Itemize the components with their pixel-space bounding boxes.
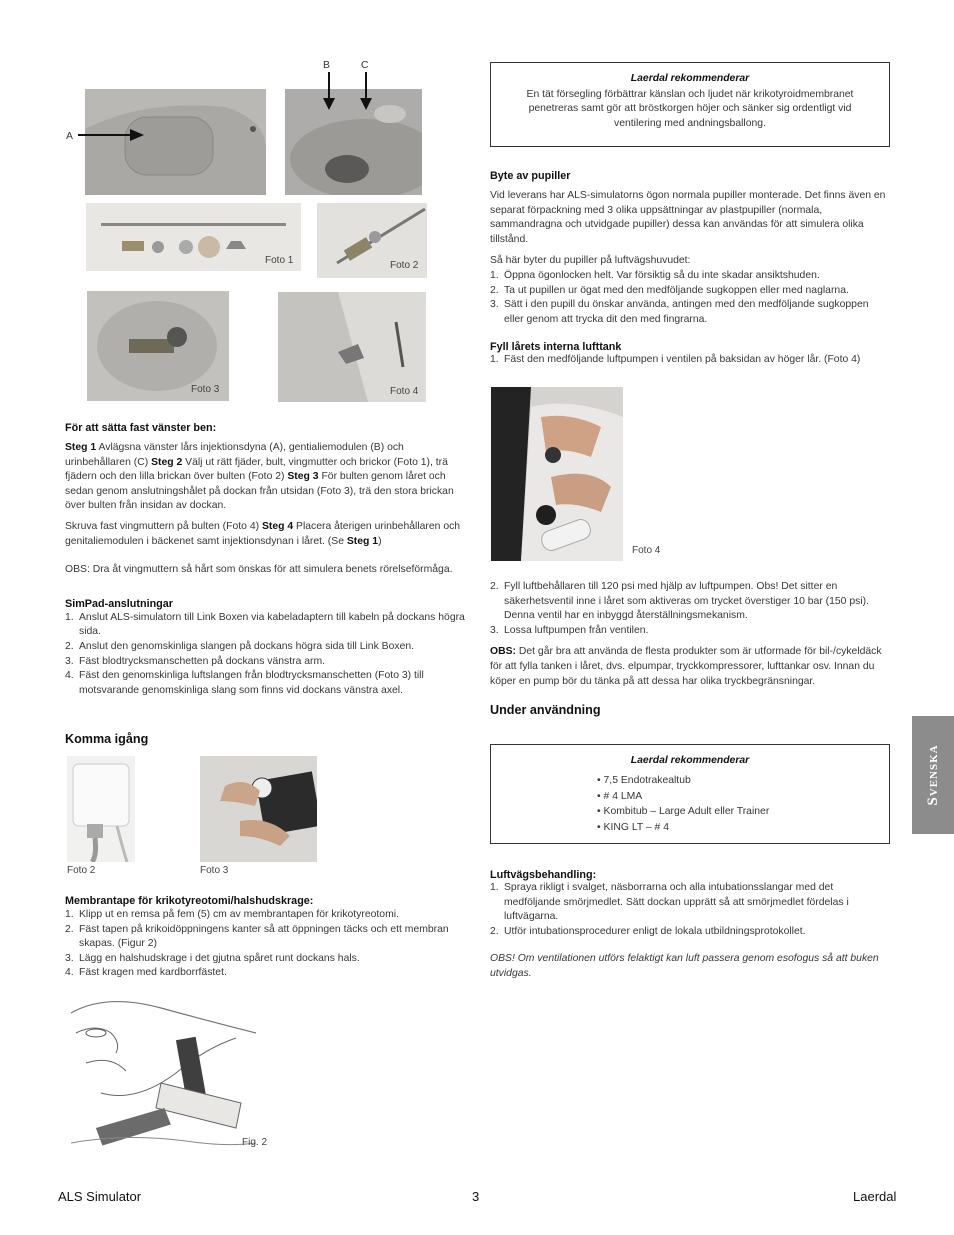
tank-continued — [490, 580, 890, 717]
steg-paragraph — [65, 441, 465, 514]
photo-thigh-pad — [85, 89, 266, 195]
steg1-label: Steg 1 — [65, 442, 97, 453]
steg4-text: Placera återigen urinbehållaren och genitaliemodulen i bäckenet samt injektionsdynan i låret. (Se — [65, 520, 461, 547]
photo-foto1-parts — [86, 203, 301, 271]
obs-text: Det går bra att använda de flesta produkter som är utformade för bil-/cykeldäck för att fylla tanken i låret, dvs. elpumpar, tryckkompressorer, lufttankar osv. Innan du köper en pump bör du tänka på att dessa har olika tryckbegränsningar. — [490, 646, 882, 687]
recommendation-box-2 — [490, 744, 890, 844]
membran-list — [65, 908, 465, 981]
skruva-paragraph — [65, 520, 465, 549]
left-column — [65, 422, 465, 698]
photo-genital-module — [285, 89, 422, 195]
rec2-item: • 7,5 Endotrakealtub — [597, 775, 691, 786]
caption-fig2: Fig. 2 — [242, 1137, 268, 1148]
ben-heading: För att sätta fast vänster ben: — [65, 422, 217, 434]
luft-list — [490, 881, 890, 939]
rec2-list — [597, 773, 769, 835]
luft-heading: Luftvägsbehandling: — [490, 869, 597, 881]
rec2-item: • KING LT – # 4 — [597, 821, 669, 833]
list-item: 2. Fäst tapen på krikoidöppningens kanter så att öppningen täcks och ett membran skapas. (Figur 2) — [65, 923, 449, 950]
list-item: 1. Spraya rikligt i svalget, näsborrarna och alla intubationsslangar med det medföljande smörjmedlet. Sätt dockan upprätt så att smörjmedlet fördelas i luftvägarna. — [490, 882, 849, 923]
membran-heading: Membrantape för krikotyreotomi/halshudskrage: — [65, 895, 314, 907]
rec2-title: Laerdal rekommenderar — [630, 755, 750, 766]
photo-foto4-nut — [278, 292, 426, 402]
tank-list-b — [490, 580, 890, 638]
komma-heading: Komma igång — [65, 732, 149, 746]
label-b: B — [323, 60, 330, 71]
caption-komma-foto2: Foto 2 — [67, 865, 96, 876]
arrow-a-icon — [78, 128, 144, 142]
simpad-heading: SimPad-anslutningar — [65, 597, 173, 610]
list-item: 1. Klipp ut en remsa på fem (5) cm av membrantapen för krikotyreotomi. — [65, 909, 399, 920]
list-item: 3. Sätt i den pupill du önskar använda, antingen med den medföljande sugkoppen eller genom att trycka dit den med fingrarna. — [490, 299, 869, 325]
list-item: 1. Anslut ALS-simulatorn till Link Boxen via kabeladaptern till kabeln på dockans högra sida. — [65, 611, 465, 638]
caption-foto2: Foto 2 — [390, 260, 419, 271]
rec2-item: • Kombitub – Large Adult eller Trainer — [597, 806, 770, 817]
steg1-text: Avlägsna vänster lårs injektionsdyna (A), gentialiemodulen (B) och urinbehållaren (C) — [65, 442, 404, 468]
arrow-b-icon — [322, 72, 336, 110]
skruva-text: Skruva fast vingmuttern på bulten (Foto 4) — [65, 520, 262, 532]
pupiller-text: Vid leverans har ALS-simulatorns ögon normala pupiller monterade. Det finns även en separat förpackning med 3 olika uppsättningar av plastpupiller (normala, sammandragna och utvidgade pupiller) dessa kan användas för att simulera olika tillstånd. — [490, 190, 886, 245]
under-heading: Under användning — [490, 703, 601, 718]
list-item: 2. Anslut den genomskinliga slangen på dockans högra sida till Link Boxen. — [65, 640, 415, 652]
caption-komma-foto3: Foto 3 — [200, 865, 229, 876]
steg1-ref: Steg 1 — [346, 535, 379, 547]
arrow-c-icon — [359, 72, 373, 110]
steg4-label: Steg 4 — [261, 520, 294, 532]
luft-section — [490, 869, 890, 982]
photo-foto3-insert — [87, 291, 229, 401]
right-column — [490, 170, 890, 368]
obs-label: OBS: — [490, 646, 516, 658]
ben-obs: OBS: Dra åt vingmuttern så hårt som önskas för att simulera benets rörelseförmåga. — [65, 564, 453, 576]
caption-foto4: Foto 4 — [390, 386, 419, 397]
tank-heading: Fyll lårets interna lufttank — [490, 341, 622, 354]
list-item: 1. Fäst den medföljande luftpumpen i ventilen på baksidan av höger lår. (Foto 4) — [490, 354, 861, 366]
photo-foto2-bolt — [317, 203, 427, 278]
steg2-text: Välj ut rätt fjäder, bult, vingmutter och brickor (Foto 1), trä fjädern och den lilla brickan över bulten (Foto 2) — [65, 456, 448, 483]
list-item: 2. Ta ut pupillen ur ögat med den medföljande sugkoppen eller med naglarna. — [490, 284, 849, 296]
list-item: 3. Lägg en halshudskrage i det gjutna spåret runt dockans hals. — [65, 952, 360, 964]
list-item: 4. Fäst kragen med kardborrfästet. — [65, 967, 227, 979]
footer-page-number: 3 — [472, 1189, 480, 1204]
list-item: 2. Fyll luftbehållaren till 120 psi med hjälp av luftpumpen. Obs! Det sitter en säkerhetsventil inne i låret som aktiveras om trycket överstiger 10 bar (150 psi). Denna ventil har en inbyggd återställningsmekanism. — [490, 581, 869, 622]
tank-list-a — [490, 353, 890, 368]
label-c: C — [361, 60, 369, 71]
rec2-item: • # 4 LMA — [597, 790, 643, 802]
recommendation-box-1 — [490, 62, 890, 147]
close-paren: ) — [378, 535, 382, 547]
caption-foto1: Foto 1 — [265, 255, 294, 266]
list-item: 3. Fäst blodtrycksmanschetten på dockans vänstra arm. — [65, 655, 326, 667]
rec1-text: En tät försegling förbättrar känslan och ljudet när krikotyroidmembranet penetreras samt gör att bröstkorgen höjer och sänker sig ordentligt vid ventilering med andningsballong. — [526, 88, 854, 129]
photo-link-box — [67, 756, 135, 862]
list-item: 3. Lossa luftpumpen från ventilen. — [490, 624, 649, 636]
simpad-list — [65, 611, 465, 699]
pupiller-intro: Så här byter du pupiller på luftvägshuvudet: — [490, 255, 691, 267]
language-tab-label: SVENSKA — [925, 744, 941, 806]
steg3-text: För bulten genom låret och sedan genom anslutningshålet på dockan från utsidan (Foto 3), trä den stora brickan över bulten från insidan av dockan. — [65, 471, 454, 512]
language-tab[interactable] — [912, 716, 954, 834]
obs-paragraph — [490, 645, 890, 689]
pupiller-list — [490, 269, 890, 327]
steg2-label: Steg 2 — [151, 456, 183, 468]
caption-foto3: Foto 3 — [191, 384, 220, 395]
list-item: 2. Utför intubationsprocedurer enligt de lokala utbildningsprotokollet. — [490, 925, 806, 937]
pupiller-heading: Byte av pupiller — [490, 170, 571, 182]
list-item: 1. Öppna ögonlocken helt. Var försiktig så du inte skadar ansiktshuden. — [490, 269, 820, 281]
photo-air-pump — [491, 387, 623, 561]
steg3-label: Steg 3 — [287, 471, 319, 483]
rec1-title: Laerdal rekommenderar — [630, 73, 750, 84]
label-a: A — [66, 131, 73, 142]
list-item: 4. Fäst den genomskinliga luftslangen från blodtrycksmanschetten (Foto 3) till motsvarande genomskinliga slang som finns vid dockans vänstra axel. — [65, 670, 424, 696]
photo-bp-cuff — [200, 756, 317, 862]
footer-brand: Laerdal — [853, 1189, 897, 1204]
membran-section — [65, 895, 465, 981]
luft-note: OBS! Om ventilationen utförs felaktigt kan luft passera genom esofogus så att buken utvidgas. — [490, 953, 879, 979]
caption-right-foto4: Foto 4 — [632, 545, 661, 556]
figure-neck-collar — [66, 993, 261, 1155]
footer-product: ALS Simulator — [58, 1189, 142, 1204]
